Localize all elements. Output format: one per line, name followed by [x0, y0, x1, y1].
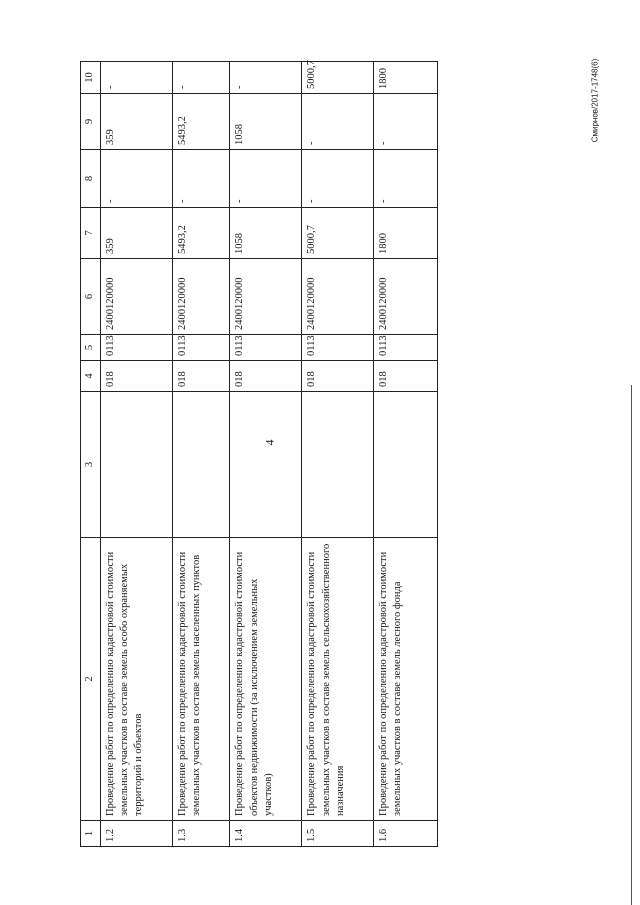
column-header: 3	[81, 392, 101, 538]
cell-col6: 2400120000	[230, 259, 302, 335]
row-number: 1.6	[374, 821, 438, 847]
row-description: Проведение работ по определению кадастровой стоимости земельных участков в составе земель особо охраняемых территорий и объектов	[101, 538, 173, 821]
cell-col9: 359	[101, 94, 173, 150]
cell-col7: 5493,2	[172, 208, 230, 259]
column-header: 2	[81, 538, 101, 821]
cell-col3	[302, 392, 374, 538]
cell-col8: -	[302, 150, 374, 208]
table-row	[302, 62, 374, 847]
cell-col4: 018	[172, 361, 230, 392]
cell-col5: 0113	[302, 335, 374, 361]
cell-col10: -	[172, 62, 230, 94]
budget-table-rotated	[80, 62, 438, 847]
cell-col5: 0113	[374, 335, 438, 361]
column-header: 4	[81, 361, 101, 392]
cell-col8: -	[172, 150, 230, 208]
cell-col6: 2400120000	[302, 259, 374, 335]
row-number: 1.3	[172, 821, 230, 847]
row-number: 1.2	[101, 821, 173, 847]
cell-col4: 018	[230, 361, 302, 392]
budget-table	[80, 61, 438, 847]
cell-col9: -	[374, 94, 438, 150]
table-row	[230, 62, 302, 847]
column-header: 10	[81, 62, 101, 94]
cell-col3	[374, 392, 438, 538]
cell-col10: 5000,7	[302, 62, 374, 94]
table-row	[374, 62, 438, 847]
column-header: 5	[81, 335, 101, 361]
column-header: 8	[81, 150, 101, 208]
cell-col6: 2400120000	[374, 259, 438, 335]
table-row	[101, 62, 173, 847]
column-header: 1	[81, 821, 101, 847]
cell-col9: 1058	[230, 94, 302, 150]
cell-col10: -	[101, 62, 173, 94]
cell-col6: 2400120000	[101, 259, 173, 335]
cell-col7: 1800	[374, 208, 438, 259]
row-number: 1.4	[230, 821, 302, 847]
column-header: 7	[81, 208, 101, 259]
column-header: 6	[81, 259, 101, 335]
column-header: 9	[81, 94, 101, 150]
cell-col7: 1058	[230, 208, 302, 259]
cell-col9: -	[302, 94, 374, 150]
cell-col6: 2400120000	[172, 259, 230, 335]
document-code: Смирнов/2017-1748(6)	[590, 58, 600, 143]
row-description: Проведение работ по определению кадастровой стоимости земельных участков в составе земель населенных пунктов	[172, 538, 230, 821]
row-description: Проведение работ по определению кадастровой стоимости земельных участков в составе земель сельскохозяйственного назначения	[302, 538, 374, 821]
cell-col8: -	[101, 150, 173, 208]
cell-col7: 5000,7	[302, 208, 374, 259]
cell-col3	[230, 392, 302, 538]
cell-col5: 0113	[172, 335, 230, 361]
cell-col3	[172, 392, 230, 538]
cell-col3	[101, 392, 173, 538]
cell-col8: -	[230, 150, 302, 208]
cell-col5: 0113	[230, 335, 302, 361]
cell-col10: 1800	[374, 62, 438, 94]
cell-col9: 5493,2	[172, 94, 230, 150]
cell-col10: -	[230, 62, 302, 94]
cell-col5: 0113	[101, 335, 173, 361]
row-description: Проведение работ по определению кадастровой стоимости земельных участков в составе земель лесного фонда	[374, 538, 438, 821]
table-header-row	[81, 62, 101, 847]
row-number: 1.5	[302, 821, 374, 847]
cell-col4: 018	[374, 361, 438, 392]
table-row	[172, 62, 230, 847]
margin-rule	[631, 385, 632, 905]
cell-col8: -	[374, 150, 438, 208]
row-description: Проведение работ по определению кадастровой стоимости объектов недвижимости (за исключением земельных участков)	[230, 538, 302, 821]
page-number: 4	[262, 439, 277, 446]
cell-col4: 018	[101, 361, 173, 392]
cell-col7: 359	[101, 208, 173, 259]
cell-col4: 018	[302, 361, 374, 392]
